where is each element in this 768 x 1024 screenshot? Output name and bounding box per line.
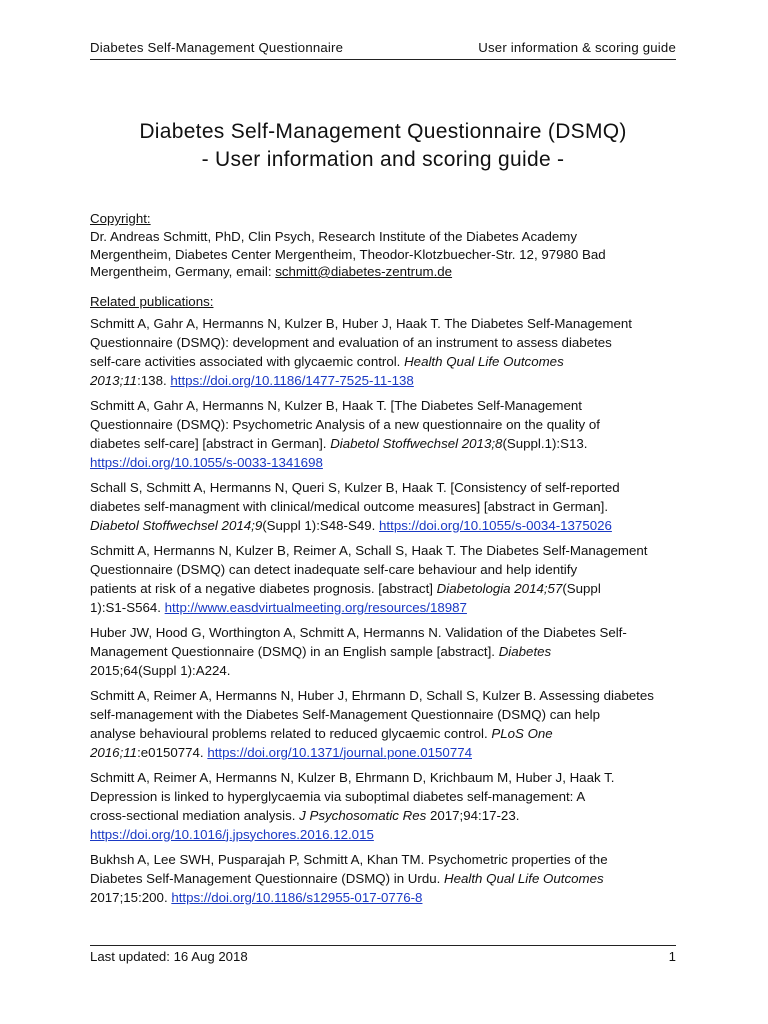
pub-4-pages: 1):S1-S564.	[90, 599, 165, 615]
pub-6-line-4	[90, 743, 680, 762]
pub-7-line-1: Schmitt A, Reimer A, Hermanns N, Kulzer B, Ehrmann D, Krichbaum M, Huber J, Haak T.	[90, 769, 615, 785]
pub-7-line-3	[90, 806, 680, 825]
pub-1-line-4	[90, 371, 680, 390]
publication-6	[90, 686, 680, 762]
publication-4	[90, 541, 680, 617]
pub-2-line-2: Questionnaire (DSMQ): Psychometric Analysis of a new questionnaire on the quality of	[90, 416, 600, 432]
copyright-line-1: Dr. Andreas Schmitt, PhD, Clin Psych, Research Institute of the Diabetes Academy	[90, 229, 578, 244]
pub-7-doi-link[interactable]: https://doi.org/10.1016/j.jpsychores.2016.12.015	[90, 826, 374, 842]
pub-8-pages: 2017;15:200.	[90, 889, 172, 905]
pub-4-line-3	[90, 579, 680, 598]
pub-3-doi-link[interactable]: https://doi.org/10.1055/s-0034-1375026	[379, 517, 612, 533]
pub-6-journal: PLoS One	[491, 725, 553, 741]
publication-5	[90, 623, 680, 680]
pub-6-line-1: Schmitt A, Reimer A, Hermanns N, Huber J, Ehrmann D, Schall S, Kulzer B. Assessing diabetes	[90, 687, 654, 703]
title-line-1: Diabetes Self-Management Questionnaire (DSMQ)	[139, 120, 627, 143]
email-link[interactable]: schmitt@diabetes-zentrum.de	[275, 264, 453, 279]
page-header	[90, 40, 676, 60]
pub-4-text: patients at risk of a negative diabetes prognosis. [abstract]	[90, 580, 437, 596]
pub-4-line-4	[90, 598, 680, 617]
pub-6-line-3	[90, 724, 680, 743]
publication-list	[90, 314, 680, 907]
pub-5-line-3: 2015;64(Suppl 1):A224.	[90, 662, 231, 678]
copyright-line-2: Mergentheim, Diabetes Center Mergentheim, Theodor-Klotzbuecher-Str. 12, 97980 Bad	[90, 246, 606, 262]
copyright-heading: Copyright:	[90, 211, 151, 226]
pub-4-line-2: Questionnaire (DSMQ) can detect inadequate self-care behaviour and help identify	[90, 561, 578, 577]
pub-6-doi-link[interactable]: https://doi.org/10.1371/journal.pone.0150774	[207, 744, 472, 760]
pub-5-line-1: Huber JW, Hood G, Worthington A, Schmitt A, Hermanns N. Validation of the Diabetes Self-	[90, 624, 627, 640]
pub-6-text: analyse behavioural problems related to reduced glycaemic control.	[90, 725, 492, 741]
title-line-2: - User information and scoring guide -	[201, 148, 565, 171]
pub-1-line-1: Schmitt A, Gahr A, Hermanns N, Kulzer B, Huber J, Haak T. The Diabetes Self-Management	[90, 315, 632, 331]
pub-8-line-2	[90, 869, 680, 888]
pub-3-line-2: diabetes self-managment with clinical/medical outcome measures] [abstract in German].	[90, 498, 609, 514]
pub-7-text: cross-sectional mediation analysis.	[90, 807, 300, 823]
pub-8-line-1: Bukhsh A, Lee SWH, Pusparajah P, Schmitt A, Khan TM. Psychometric properties of the	[90, 851, 608, 867]
pub-3-line-3	[90, 516, 680, 535]
pub-1-doi-link[interactable]: https://doi.org/10.1186/1477-7525-11-138	[170, 372, 414, 388]
pub-2-line-3	[90, 434, 680, 453]
pub-4-suppl: (Suppl	[562, 580, 601, 596]
pub-2-line-4	[90, 453, 680, 472]
pub-1-journal: Health Qual Life Outcomes	[404, 353, 564, 369]
pub-2-line-1: Schmitt A, Gahr A, Hermanns N, Kulzer B, Haak T. [The Diabetes Self-Management	[90, 397, 582, 413]
pub-7-line-2: Depression is linked to hyperglycaemia via suboptimal diabetes self-management: A	[90, 788, 586, 804]
header-right: User information & scoring guide	[478, 40, 676, 55]
pub-1-text: self-care activities associated with glycaemic control.	[90, 353, 405, 369]
page-footer	[90, 945, 676, 964]
pub-6-pages: :e0150774.	[137, 744, 208, 760]
pub-8-text: Diabetes Self-Management Questionnaire (DSMQ) in Urdu.	[90, 870, 444, 886]
pub-5-text: Management Questionnaire (DSMQ) in an English sample [abstract].	[90, 643, 499, 659]
pub-4-link[interactable]: http://www.easdvirtualmeeting.org/resources/18987	[164, 599, 467, 615]
pub-7-journal: J Psychosomatic Res	[299, 807, 427, 823]
page-number: 1	[668, 949, 676, 964]
header-left: Diabetes Self-Management Questionnaire	[90, 40, 344, 55]
publication-8	[90, 850, 680, 907]
publication-7	[90, 768, 680, 844]
pub-1-year: 2013;11	[90, 372, 138, 388]
publication-1	[90, 314, 680, 390]
pub-4-line-1: Schmitt A, Hermanns N, Kulzer B, Reimer A, Schall S, Haak T. The Diabetes Self-Management	[90, 542, 648, 558]
pub-2-pages: (Suppl.1):S13.	[502, 435, 588, 451]
pub-8-line-3	[90, 888, 680, 907]
pub-2-journal: Diabetol Stoffwechsel 2013;8	[330, 435, 503, 451]
document-title	[90, 118, 676, 174]
publication-3	[90, 478, 680, 535]
copyright-text	[90, 228, 680, 281]
related-publications-heading: Related publications:	[90, 293, 214, 309]
pub-5-journal: Diabetes	[498, 643, 552, 659]
pub-4-journal: Diabetologia 2014;57	[436, 580, 563, 596]
pub-6-year: 2016;11	[90, 744, 138, 760]
pub-2-text: diabetes self-care] [abstract in German].	[90, 435, 331, 451]
pub-3-pages: (Suppl 1):S48-S49.	[262, 517, 380, 533]
pub-6-line-2: self-management with the Diabetes Self-Management Questionnaire (DSMQ) can help	[90, 706, 600, 722]
pub-1-line-3	[90, 352, 680, 371]
copyright-line-3	[90, 263, 680, 281]
publication-2	[90, 396, 680, 472]
pub-1-pages: :138.	[137, 372, 171, 388]
pub-7-pages: 2017;94:17-23.	[426, 807, 520, 823]
pub-1-line-2: Questionnaire (DSMQ): development and evaluation of an instrument to assess diabetes	[90, 334, 612, 350]
pub-7-line-4	[90, 825, 680, 844]
document-body	[90, 210, 680, 913]
pub-5-line-2	[90, 642, 680, 661]
pub-8-journal: Health Qual Life Outcomes	[444, 870, 604, 886]
last-updated: Last updated: 16 Aug 2018	[90, 949, 248, 964]
pub-8-doi-link[interactable]: https://doi.org/10.1186/s12955-017-0776-8	[171, 889, 423, 905]
pub-2-doi-link[interactable]: https://doi.org/10.1055/s-0033-1341698	[90, 454, 323, 470]
pub-3-line-1: Schall S, Schmitt A, Hermanns N, Queri S, Kulzer B, Haak T. [Consistency of self-reported	[90, 479, 620, 495]
pub-3-journal: Diabetol Stoffwechsel 2014;9	[90, 517, 263, 533]
copyright-line-3-text: Mergentheim, Germany, email:	[90, 264, 276, 279]
